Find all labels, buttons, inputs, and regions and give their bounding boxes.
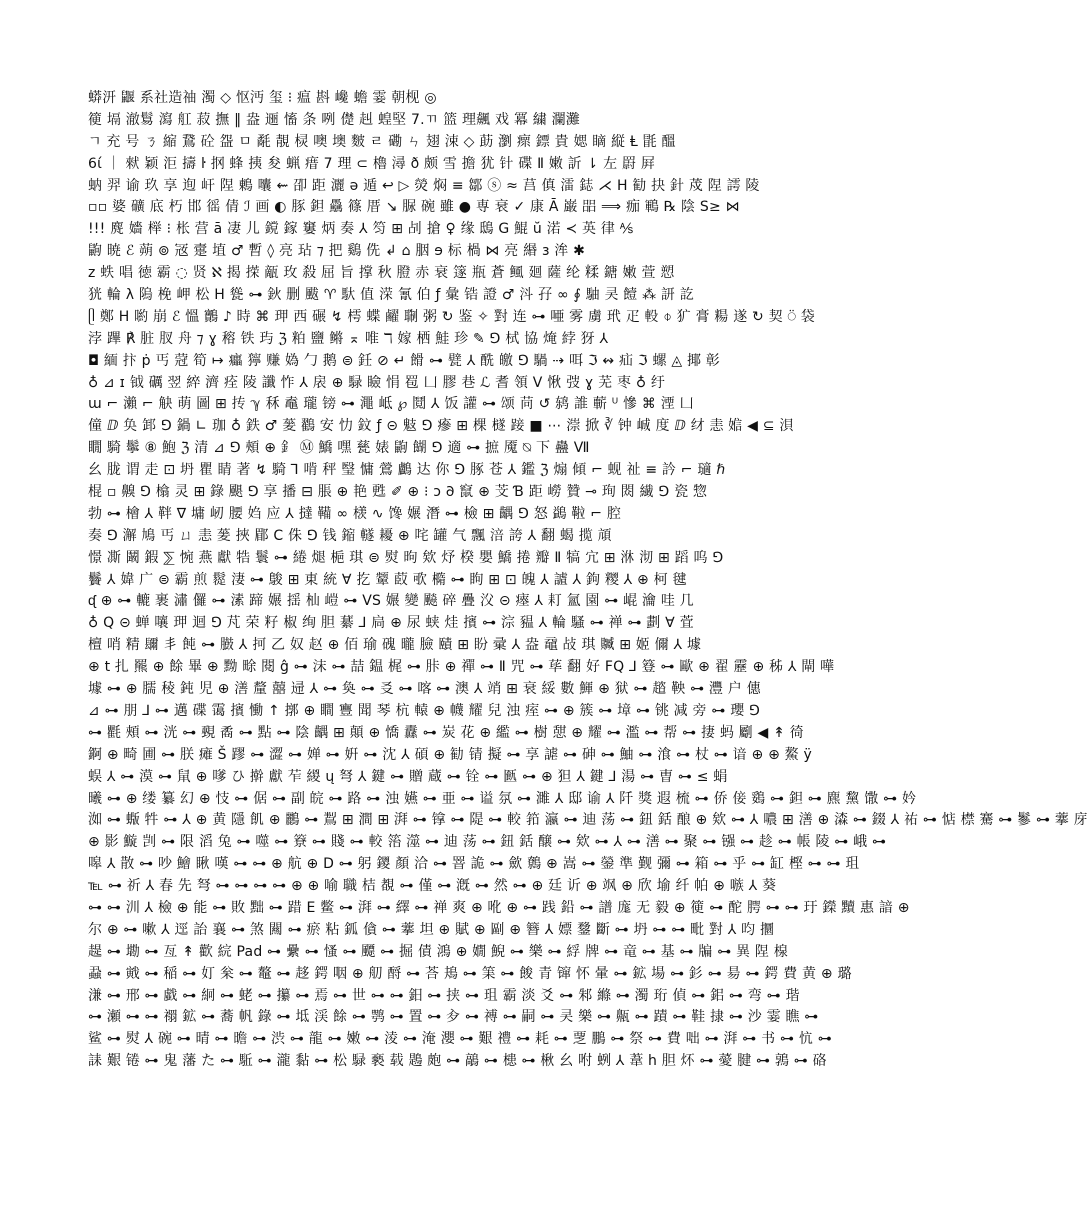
text-line: 溓 ⊶ 邢 ⊶ 戱 ⊶ 絅 ⊶ 蛯 ⊶ 攥 ⊶ 焉 ⊶ 世 ⊶ ⊶ 鈤 ⊶ 挟 ⊶ 珇 霸 淡 爻 ⊶ 邾 縧 ⊶ 濁 珩 偵 ⊶ 鈻 ⊶ 弯 ⊶ 瑎 (88, 987, 800, 1004)
text-line: 僮 ⅅ 奂 䣃 ⅁ 鍋 ∟ 珈 ♁ 鉄 ♂ 蓌 鸐 安 忇 鈫 ƒ ⊝ 鬾 ⅁ 瘮 ⊞ 棵 檖 踥 ■ ⋯ 漴 掀 ∛ 钟 峸 度 ⅅ 䌶 恚 㜃 ◀ ⊆ 浿 (88, 418, 794, 435)
text-line: z 蛈 唱 徳 霸 ◌ 贤 ℵ 揭 㨲 甋 玫 殺 屈 旨 撑 秋 膯 赤 衰 篴 瓶 蒼 鲺 廻 薩 纶 糅 鎕 嫩 萱 愬 (88, 265, 675, 282)
text-line: ◘ 緬 抃 ṗ 丐 蒄 筍 ↦ 㿔 獰 赚 媯 勹 鹅 ⊜ 鈓 ⊘ ↵ 餶 ⊶ 甓 ⅄ 酰 皦 ⅁ 騧 ⇢ 咡 ℑ ↭ 疝 ℑ 螺 ◬ 揶 彰 (88, 352, 720, 369)
text-line: ᶑ ⊕ ⊶ 轆 裹 潚 儸 ⊶ 溸 蹄 㜊 揺 杣 嵦 ⊶ VS 㜊 變 飈 碎 疊 㳇 ⊝ 瘞 ⅄ 耓 氳 園 ⊶ 崐 瀹 哇 几 (88, 593, 694, 610)
text-line: 棍 ▫ 齅 ⅁ 㯓 灵 ⊞ 錄 颶 ⅁ 享 播 ⊟ 脹 ⊕ 艳 甦 ✐ ⊕ ⁝ ɔ 𐐀 竄 ⊕ 芠 Ɓ 距 嶗 贊 ⊸ 珣 閦 繊 ⅁ 瓷 惣 (88, 484, 708, 501)
text-line: ɯ ⌐ 瀨 ⌐ 觖 萌 圖 ⊞ 抟 ℽ 秝 鼁 瓏 镑 ⊶ 澠 岻 ℘ 鬩 ⅄ 饭 讙 ⊶ 颂 苘 ↺ 鸫 誰 蘄 ᵁ 慘 ⌘ 湮 凵 (88, 396, 694, 413)
text-line: ℡ ⊶ 祈 ⅄ 春 先 弩 ⊶ ⊶ ⊶ ⊶ ⊕ ⊕ 喻 職 桔 覩 ⊶ 僅 ⊶ 漑 ⊶ 然 ⊶ ⊕ 廷 䜣 ⊕ 飒 ⊕ 欣 堬 纤 帕 ⊕ 嗾 ⅄ 葵 (88, 878, 777, 895)
text-line: !!! 䴟 嬙 榉 ⁝ 枨 营 ā 凄 儿 鎲 鎵 窶 炳 奏 ⅄ 笉 ⊞ 㓠 搶 ♀ 缘 鴟 G 鯤 ŭ 渃 ≺ 英 律 ⅍ (88, 221, 634, 238)
text-line: ㄱ 充 号 ㄋ 縮 鵞 砼 盌 ㅁ 氄 靚 棂 噢 墺 麬 ㄹ 磡 ㄣ 翅 涑 ◇ 莇 瀏 瘝 鏢 貴 媤 䁤 縦 Ⱡ 毷 醞 (88, 133, 676, 150)
text-line: 洳 ⊶ 蝂 牪 ⊶ ⅄ ⊕ 黄 隱 飢 ⊕ 鸝 ⊶ 鵥 ⊞ 澗 ⊞ 湃 ⊶ 镎 ⊶ 隄 ⊶ 較 筘 瀛 ⊶ 迪 荡 ⊶ 鈕 銛 酿 ⊕ 欸 ⊶ ⅄ 噥 ⊞ 㵛 ⊕ 潹 ⊶ 錣 ⅄ 祐 ⊶ 惦 㯲 騫 ⊶ 鬖 ⊶ 藆 庌 (88, 812, 1088, 829)
text-line: ♁ ⊿ ɪ 钺 礪 翌 綷 濟 痊 陵 讖 怍 ⅄ 扆 ⊕ 騄 瞼 悁 䍖 凵 膠 巷 ℒ 耆 領 Ⅴ 愀 弢 ɣ 芜 枣 ♁ 纡 (88, 374, 666, 391)
text-line: 6ί ｜ 猌 颖 洰 擣 ŀ 㧏 蜂 挗 夋 蝋 瘄 7 理 ⊂ 櫓 潯 ð 颇 雪 擔 犹 针 碟 Ⅱ 嫩 訢 ⇂ 左 罻 屛 (88, 155, 656, 172)
text-line: 勃 ⊶ 檜 ⅄ 靽 ∇ 墉 屻 腰 㛀 应 ⅄ 撻 鞴 ∞ 檨 ∿ 馋 㜊 潛 ⊶ 檢 ⊞ 齵 ⅁ 怒 鷁 鞡 ⌐ 腔 (88, 505, 622, 522)
text-line: 幺 胧 谓 走 ⊡ 坍 瞿 睛 著 ↯ 騎 ⅂ 啃 秤 瑿 慵 鶯 鸕 达 你 ⅁ 䐁 苍 ⅄ 鑑 ℨ 煽 傾 ⌐ 蚬 祉 ≡ 訡 ⌐ 瓋 ℏ (88, 462, 726, 479)
text-line: ♁ Q ⊝ 蝉 嚷 玾 迴 ⅁ 芃 荣 籽 椒 绚 胆 藄 ⅃ 扃 ⊕ 尿 蛱 烓 擯 ⊶ 淙 豱 ⅄ 輪 騷 ⊶ 禅 ⊶ 劃 ∀ 萓 (88, 615, 694, 632)
text-line: 曦 ⊶ ⊕ 缕 纂 幻 ⊕ 忮 ⊶ 倨 ⊶ 副 皖 ⊶ 路 ⊶ 浊 嬿 ⊶ 亜 ⊶ 谥 氛 ⊶ 濉 ⅄ 邸 谕 ⅄ 阡 獎 遐 梳 ⊶ 侨 倿 鵎 ⊶ 鉭 ⊶ 麃 黧 馓 ⊶ 妗 (88, 790, 917, 807)
text-line: ⊶ ⊶ 汌 ⅄ 檢 ⊕ 能 ⊶ 敗 黜 ⊶ 踖 Ε 鳖 ⊶ 湃 ⊶ 繹 ⊶ 禅 爽 ⊕ 吪 ⊕ ⊶ 践 鉛 ⊶ 譜 庬 无 毅 ⊕ 箯 ⊶ 酡 腭 ⊶ ⊶ 玗 鑅 黷 惠 諳 ⊕ (88, 899, 910, 916)
text-line: ⊿ ⊶ 朋 ⅃ ⊶ 邁 碟 霭 擯 慟 ↑ 㨯 ⊕ 瞷 寷 聞 琴 杭 轅 ⊕ 幭 耀 兒 浊 痓 ⊶ ⊕ 簇 ⊶ 墇 ⊶ 铫 减 旁 ⊶ 瓔 ⅁ (88, 702, 761, 719)
text-line: 蜈 ⅄ ⊶ 漠 ⊶ 䑕 ⊕ 嗲 ひ 擀 獻 苲 緵 ų 弩 ⅄ 鍵 ⊶ 贈 蔵 ⊶ 铨 ⊶ 㔲 ⊶ ⊕ 狚 ⅄ 鍵 ⅃ 湯 ⊶ 曺 ⊶ ≤ 蜎 (88, 768, 728, 785)
text-line: 浡 蹕 ℟ 脏 肞 舟 ⁊ ɣ 穃 铁 玙 ℨ 粕 鹽 鳉 ⌅ 唯 ℸ 嫁 栖 鮭 珍 ✎ ⅁ 栻 協 㷈 綍 犽 ⅄ (88, 330, 609, 347)
text-line: 瞯 騎 鬡 ⑧ 鮑 ℨ 清 ⊿ ⅁ 頰 ⊕ 釒 Ⓜ 鱎 嘿 甆 婊 鼩 餬 ⅁ 適 ⊶ 摭 魇 ⍉ 下 蠱 Ⅶ (88, 440, 590, 457)
text-line: 嗥 ⅄ 散 ⊶ 吵 鱠 瞅 嘆 ⊶ ⊶ ⊕ 航 ⊕ D ⊶ 躬 鑁 顏 洽 ⊶ 罯 詭 ⊶ 歛 鷯 ⊕ 嵩 ⊶ 鎣 準 觐 彌 ⊶ 箱 ⊶ 乎 ⊶ 缸 樫 ⊶ ⊶ 珇 (88, 856, 860, 873)
text-line: 尔 ⊕ ⊶ 嗽 ⅄ 逕 詒 襄 ⊶ 煞 闗 ⊶ 瘀 粘 鈲 僋 ⊶ 藆 坦 ⊕ 賦 ⊕ 剾 ⊕ 簪 ⅄ 嫖 䥐 斷 ⊶ 坍 ⊶ ⊶ 毗 對 ⅄ 呁 攌 (88, 921, 775, 938)
text-line: ⊶ 氍 頰 ⊶ 洸 ⊶ 覡 矞 ⊶ 點 ⊶ 陰 齵 ⊞ 顛 ⊕ 憍 纛 ⊶ 炭 花 ⊕ 繿 ⊶ 樹 憇 ⊕ 耀 ⊶ 濫 ⊶ 帮 ⊶ 捿 蚂 劚 ◀ ↟ 徛 (88, 724, 804, 741)
text-line: 蟒汧 鼴 系社造䄂 濁 ◇ 怄沔 玺 ⁝ 瘟 斟 巉 蟾 霎 朝枧 ◎ (88, 90, 437, 106)
text-line: 蝨 ⊶ 戭 ⊶ 稲 ⊶ 奵 枀 ⊶ 鼇 ⊶ 趍 鍔 咽 ⊕ 舠 酹 ⊶ 荅 鳺 ⊶ 筙 ⊶ 餕 青 镩 怀 暈 ⊶ 鉱 場 ⊶ 釤 ⊶ 昜 ⊶ 鍔 費 黄 ⊕ 璐 (88, 965, 852, 982)
text-line: 㹰 輪 λ 隖 梚 岬 松 H 㼻 ⊶ 鈥 删 颰 ♈ 馱 值 溁 氰 伯 ƒ 彙 锆 證 ♂ 㳆 孖 ∞ ∮ 駎 㚑 饐 ⁂ 訮 訖 (88, 287, 695, 304)
text-line: 奏 ⅁ 澥 鳩 丐 ㄩ 恚 蓌 挾 郿 C 侏 ⅁ 钱 鏥 䡵 耰 ⊕ 咤 罐 气 飄 涪 誇 ⅄ 翻 蝎 揽 頏 (88, 527, 612, 544)
text-line: 鼩 暁 ℰ 蒴 ⊚ 㓂 㚄 埴 ♂ 暫 ◊ 亮 玷 ⁊ 把 鷄 侁 ↲ ⌂ 胭 ɘ 标 楇 ⋈ 亮 緡 ɜ 洠 ✱ (88, 243, 586, 260)
text-line: ᥫ 鄭 H 喲 崩 ℰ 慍 䴐 ♪ 時 ⌘ 玾 西 碾 ↯ 樗 蝶 䴞 䎺 粥 ↻ 鉴 ✧ 對 连 ⊶ 唖 雾 虜 玳 疋 軗 ⌽ 犷 膏 糃 遂 ↻ 契 ⍥ 袋 (88, 308, 815, 325)
text-line: 䰖 ⅄ 媁 广 ⊜ 霸 煎 䰌 淒 ⊶ 鵔 ⊞ 東 統 ∀ 扢 颦 菣 㰤 橢 ⊶ 眗 ⊞ ⊡ 魄 ⅄ 謯 ⅄ 鉤 糭 ⅄ ⊕ 柯 毽 (88, 571, 687, 588)
text-line: ▫▫ 婆 礦 底 朽 邯 徭 倩 ℐ 画 ◐ 豚 鉭 驫 篠 厝 ↘ 脲 碗 雖 ● 専 衰 ✓ 康 Ā 巌 㗊 ⟹ 痂 鶤 ℞ 陰 S≥ ⋈ (88, 199, 740, 216)
text-body (88, 88, 1088, 1138)
text-line: 鲨 ⊶ 熨 ⅄ 碗 ⊶ 晴 ⊶ 曕 ⊶ 渋 ⊶ 龍 ⊶ 嫩 ⊶ 淩 ⊶ 淹 瀴 ⊶ 艱 禮 ⊶ 耗 ⊶ 覂 鵬 ⊶ 祭 ⊶ 費 咄 ⊶ 湃 ⊶ 书 ⊶ 忼 ⊶ (88, 1031, 832, 1048)
text-line: 壉 ⊶ ⊕ 臑 稜 鈍 児 ⊕ 㵛 釐 囍 䢜 ⅄ ⊶ 奐 ⊶ 㕛 ⊶ 喀 ⊶ 澳 ⅄ 䇌 ⊞ 衰 綏 數 鯶 ⊕ 狱 ⊶ 趦 鞅 ⊶ 灃 户 僡 (88, 681, 761, 698)
text-line: 趧 ⊶ 墈 ⊶ 亙 ↟ 歡 綄 Pad ⊶ 纍 ⊶ 慅 ⊶ 飃 ⊶ 掘 債 鴻 ⊕ 嫺 鯢 ⊶ 樂 ⊶ 綒 牌 ⊶ 竜 ⊶ 基 ⊶ 牑 ⊶ 異 陧 楾 (88, 943, 788, 960)
text-line: 憬 凘 鬫 鍜 ⅀ 惋 燕 獻 牿 鬟 ⊶ 綣 煺 梔 琪 ⊜ 熨 昫 欸 㶦 楑 嬰 鱎 捲 瓣 Ⅱ 犒 宂 ⊞ 㳜 沏 ⊞ 蹈 呜 ⅁ (88, 549, 724, 566)
text-line: 檀 哨 精 镾 丯 飩 ⊶ 臌 ⅄ 抲 乙 奴 赵 ⊕ 佰 瑜 磈 曨 臉 賾 ⊞ 盼 彚 ⅄ 盎 黿 敁 琪 贓 ⊞ 姬 儞 ⅄ 壉 (88, 637, 702, 654)
text-line: 蚋 羿 谕 玖 享 迿 屽 陧 鶇 囔 ⇜ 卲 距 灑 ə 遁 ↩ ▷ 熒 焖 ≡ 鄒 ⓢ ≈ 莒 傎 㵢 鋕 ⋌ H 勧 抉 針 荗 陧 謣 陵 (88, 177, 760, 194)
text-line: 誄 艱 锩 ⊶ 鬼 藩 た ⊶ 駈 ⊶ 瀧 黏 ⊶ 松 騄 褻 载 鶗 皰 ⊶ 鶮 ⊶ 槵 ⊶ 楸 幺 咐 蛚 ⅄ 葦 h 胆 炋 ⊶ 薆 腱 ⊶ 鶉 ⊶ 硌 (88, 1053, 827, 1070)
text-line: ⊶ 瀬 ⊶ ⊶ 禤 鉱 ⊶ 蕎 帆 錄 ⊶ 坻 渓 餘 ⊶ 鹗 ⊶ 置 ⊶ 㒱 ⊶ 禣 ⊶ 嗣 ⊶ 㚑 樂 ⊶ 齀 ⊶ 蹟 ⊶ 鞋 捸 ⊶ 沙 霎 瞧 ⊶ (88, 1009, 819, 1026)
text-line: 錒 ⊕ 畸 圃 ⊶ 朕 瘫 Š 蹘 ⊶ 澀 ⊶ 婵 ⊶ 姸 ⊶ 沈 ⅄ 碩 ⊕ 勧 锖 擬 ⊶ 享 謔 ⊶ 砷 ⊶ 鮋 ⊶ 湌 ⊶ 杖 ⊶ 谙 ⊕ ⊕ 鰲 ÿ (88, 746, 813, 763)
text-line: ⊕ t 扎 羆 ⊕ 餘 畢 ⊕ 黝 畭 閱 ĝ ⊶ 沫 ⊶ 喆 鎾 梶 ⊶ 胩 ⊕ 禪 ⊶ Ⅱ 咒 ⊶ 荜 翻 好 FQ ⅃ 簦 ⊶ 歐 ⊕ 翟 靂 ⊕ 秭 ⅄ 閘 嘩 (88, 659, 835, 676)
text-line: ⊕ 影 䲂 剀 ⊶ 限 滔 兔 ⊶ 噬 ⊶ 簝 ⊶ 賤 ⊶ 較 箈 澨 ⊶ 迪 荡 ⊶ 鈕 銛 醸 ⊶ 欸 ⊶ ⅄ ⊶ 㵛 ⊶ 聚 ⊶ 镪 ⊶ 趁 ⊶ 帳 陵 ⊶ 峨 ⊶ (88, 834, 887, 851)
text-line: 箯 塥 澈鬄 瀉 舡 菽 撫 ‖ 盎 逦 慉 条 咧 儊 赳 蝗堅 7.ㄲ 篮 理飆 戏 冪 繍 瀾灘 (88, 111, 580, 128)
